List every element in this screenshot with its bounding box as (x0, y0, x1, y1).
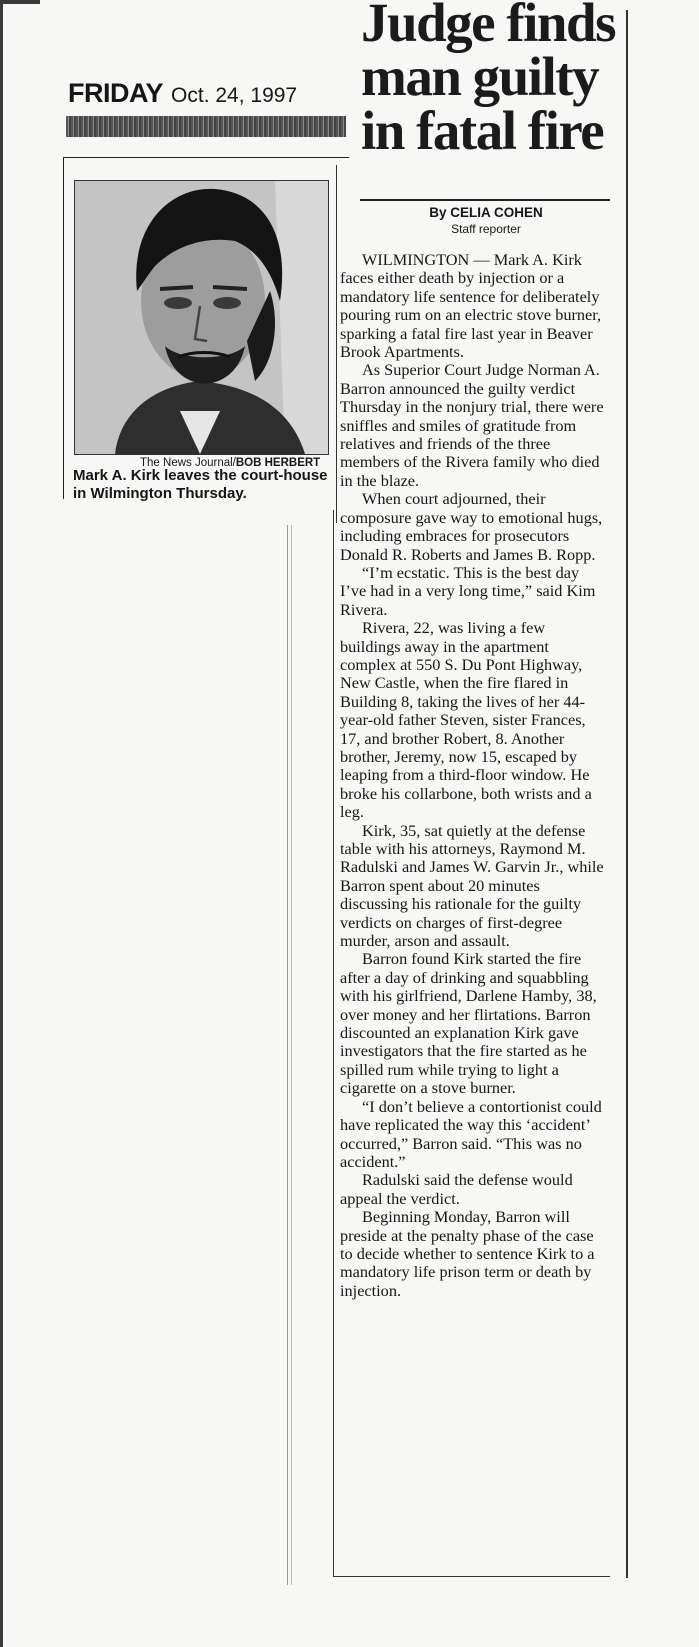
dateline (68, 78, 297, 109)
article-paragraph: “I don’t believe a contortionist could have replicated the way this ‘accident’ occurred,” Barron said. “This was no accident.” (340, 1096, 602, 1171)
photo-credit-name: BOB HERBERT (235, 457, 321, 469)
photo-column-rule (336, 165, 337, 523)
byline (361, 205, 611, 236)
dateline-date: Oct. 24, 1997 (171, 84, 298, 107)
byline-role: Staff reporter (451, 222, 521, 236)
byline-name: By CELIA COHEN (429, 205, 543, 220)
photo-caption: Mark A. Kirk leaves the court-house in Wilmington Thursday. (73, 467, 328, 502)
dateline-day: FRIDAY (68, 78, 164, 108)
article-paragraph: Radulski said the defense would appeal the verdict. (340, 1170, 573, 1208)
article-body (340, 251, 609, 1300)
article-paragraph: “I’m ecstatic. This is the best day I’ve had in a very long time,” said Kim Rivera. (340, 562, 596, 619)
scan-edge (0, 0, 3, 1647)
photo-credit-source: The News Journal/ (140, 457, 236, 469)
defendant-photo (74, 180, 329, 455)
article-paragraph: When court adjourned, their composure gave way to emotional hugs, including embraces for prosecutors Donald R. Roberts and James B. Ropp. (340, 489, 603, 564)
column-gutter-line (287, 525, 288, 1585)
headline: Judge finds man guilty in fatal fire (361, 0, 616, 161)
article-paragraph: WILMINGTON — Mark A. Kirk faces either death by injection or a mandatory life sentence for deliberately pouring rum on an electric stove burner, sparking a fatal fire last year in Beaver Brook Apartments. (340, 250, 602, 362)
scan-corner-mark (0, 0, 40, 4)
article-paragraph: Barron found Kirk started the fire after a day of drinking and squabbling with his girlfriend, Darlene Hamby, 38, over money and her flirtations. Barron discounted an explanation Kirk gave investigators that the fire started as he spilled rum while trying to light a cigarette on a stove burner. (340, 949, 597, 1098)
article-paragraph: Rivera, 22, was living a few buildings away in the apartment complex at 550 S. Du Pont Highway, New Castle, when the fire flared in Building 8, taking the lives of her 44-year-old father Steven, sister Frances, 17, and brother Robert, 8. Another brother, Jeremy, now 15, escaped by leaping from a third-floor window. He broke his collarbone, both wrists and a leg. (340, 618, 592, 822)
article-paragraph: As Superior Court Judge Norman A. Barron announced the guilty verdict Thursday in the nonjury trial, there were sniffles and smiles of gratitude from relatives and friends of the three members of the Rivera family who died in the blaze. (340, 360, 604, 490)
column-gutter-line (291, 525, 292, 1585)
dateline-bar (66, 116, 346, 137)
article-paragraph: Kirk, 35, sat quietly at the defense table with his attorneys, Raymond M. Radulski and James W. Garvin Jr., while Barron spent about 20 minutes discussing his rationale for the guilty verdicts on charges of first-degree murder, arson and assault. (340, 820, 604, 951)
headline-rule (360, 199, 610, 201)
article-right-rule (626, 10, 628, 1578)
article-paragraph: Beginning Monday, Barron will preside at the penalty phase of the case to decide whether to sentence Kirk to a mandatory life prison term or death by injection. (340, 1207, 595, 1300)
